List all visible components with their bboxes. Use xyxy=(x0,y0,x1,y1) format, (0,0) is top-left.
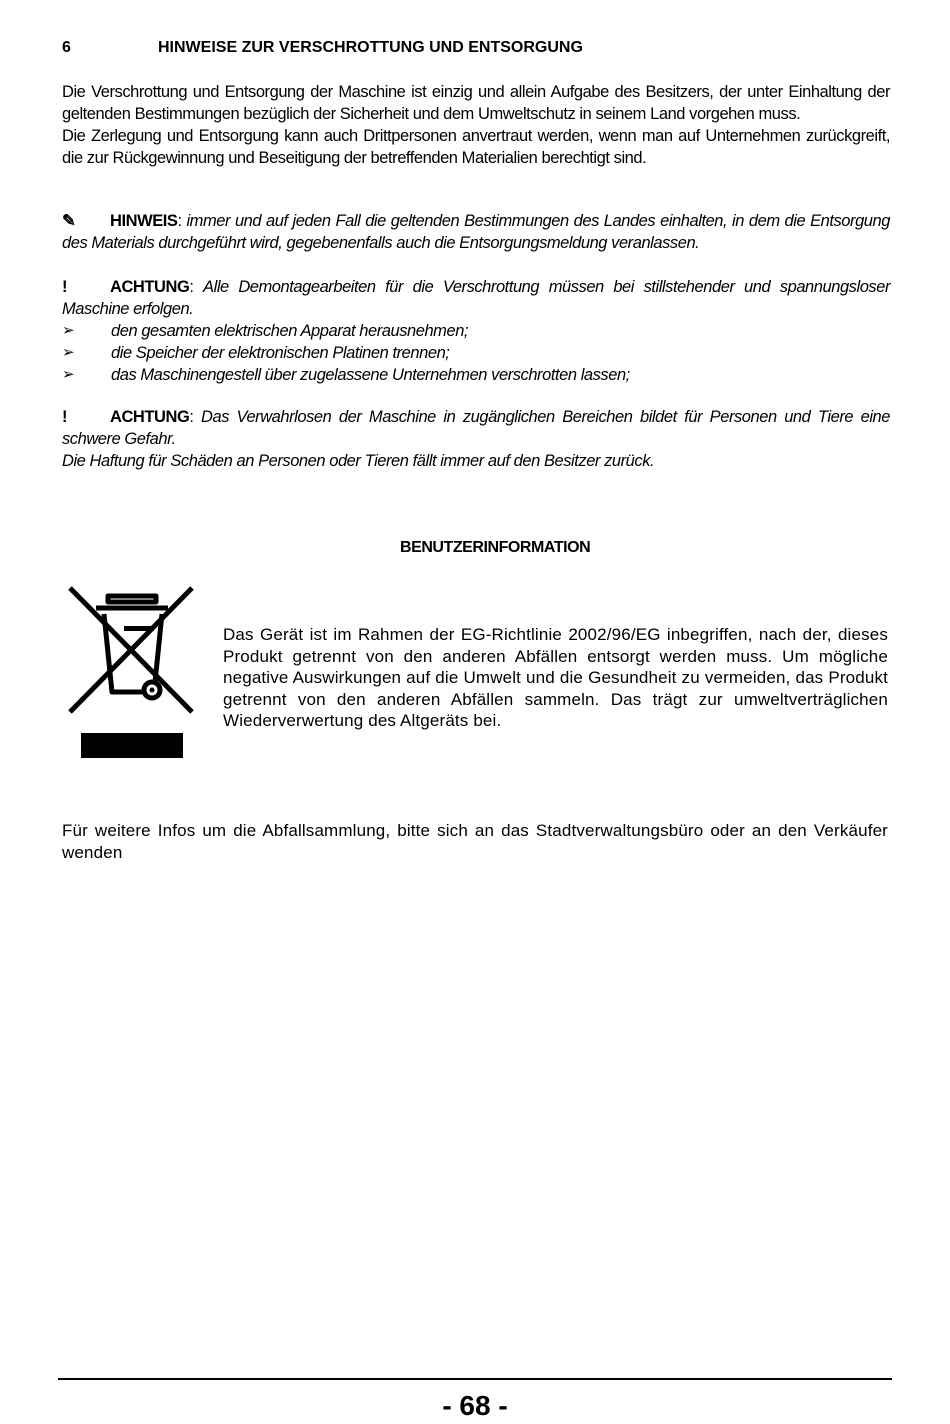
weee-directive-text: Das Gerät ist im Rahmen der EG-Richtlinie 2002/96/EG inbegriffen, nach der, dieses Produkt getrennt von den anderen Abfällen entsorgt werden muss. Um mögliche negative Auswirkungen auf die Umwelt und die Gesundheit zu vermeiden, das Produkt getrennt von den anderen Abfällen sammeln. Das trägt zur umweltverträglichen Wiederverwertung des Altgeräts bei. xyxy=(223,625,888,731)
warning-label: ACHTUNG xyxy=(110,408,190,426)
warning-text: Das Verwahrlosen der Maschine in zugänglichen Bereichen bildet für Personen und Tiere eine schwere Gefahr. xyxy=(62,408,890,448)
page-number: - 68 - xyxy=(442,1390,508,1421)
section-number: 6 xyxy=(62,39,71,56)
disassembly-steps xyxy=(62,320,890,386)
intro-paragraph-2: Die Zerlegung und Entsorgung kann auch Drittpersonen anvertraut werden, wenn man auf Unternehmen zurückgreift, die zur Rückgewinnung und Beseitigung der betreffenden Materialien berechtigt sind. xyxy=(62,127,890,167)
note-text: immer und auf jeden Fall die geltenden Bestimmungen des Landes einhalten, in dem die Entsorgung des Materials durchgeführt wird, gegebenenfalls auch die Entsorgungsmeldung veranlassen. xyxy=(62,212,890,252)
waste-collection-info: Für weitere Infos um die Abfallsammlung, bitte sich an das Stadtverwaltungsbüro oder an den Verkäufer wenden xyxy=(62,821,888,862)
intro-block xyxy=(62,81,890,169)
warning-label: ACHTUNG xyxy=(110,278,190,296)
exclamation-icon: ! xyxy=(62,278,68,296)
list-item: ➢ den gesamten elektrischen Apparat herausnehmen; xyxy=(62,322,469,340)
arrow-bullet-icon: ➢ xyxy=(62,344,75,361)
liability-text: Die Haftung für Schäden an Personen oder Tieren fällt immer auf den Besitzer zurück. xyxy=(62,452,655,470)
arrow-bullet-icon: ➢ xyxy=(62,322,75,339)
warning-text: Alle Demontagearbeiten für die Verschrottung müssen bei stillstehender und spannungsloser Maschine erfolgen. xyxy=(62,278,890,318)
list-item: ➢ das Maschinengestell über zugelassene Unternehmen verschrotten lassen; xyxy=(62,366,630,384)
note-block: ✎ HINWEIS: immer und auf jeden Fall die geltenden Bestimmungen des Landes einhalten, in dem die Entsorgung des Materials durchgeführt wird, gegebenenfalls auch die Entsorgungsmeldung veranlassen. xyxy=(62,212,890,252)
exclamation-icon: ! xyxy=(62,408,68,426)
footer-divider xyxy=(58,1378,892,1380)
list-item: ➢ die Speicher der elektronischen Platinen trennen; xyxy=(62,344,450,362)
warning-block-1: ! ACHTUNG: Alle Demontagearbeiten für die Verschrottung müssen bei stillstehender und spannungsloser Maschine erfolgen. ➢ den gesamten elektrischen Apparat herausnehmen; ➢ die Speicher der elektronischen Platinen trennen; ➢ das Maschinengestell über zugelassene Unternehmen verschrotten lassen; xyxy=(62,278,890,384)
user-info-title: BENUTZERINFORMATION xyxy=(400,539,591,556)
intro-paragraph-1: Die Verschrottung und Entsorgung der Maschine ist einzig und allein Aufgabe des Besitzers, der unter Einhaltung der geltenden Bestimmungen bezüglich der Sicherheit und dem Umweltschutz in seinem Land vorgehen muss. xyxy=(62,83,890,123)
warning-block-2: ! ACHTUNG: Das Verwahrlosen der Maschine in zugänglichen Bereichen bildet für Personen und Tiere eine schwere Gefahr. Die Haftung für Schäden an Personen oder Tieren fällt immer auf den Besitzer zurück. xyxy=(62,408,890,470)
section-title: HINWEISE ZUR VERSCHROTTUNG UND ENTSORGUNG xyxy=(158,39,583,56)
arrow-bullet-icon: ➢ xyxy=(62,366,75,383)
crossed-out-wheelie-bin-icon xyxy=(68,580,196,762)
note-label: HINWEIS xyxy=(110,212,178,230)
pencil-icon: ✎ xyxy=(62,212,76,230)
